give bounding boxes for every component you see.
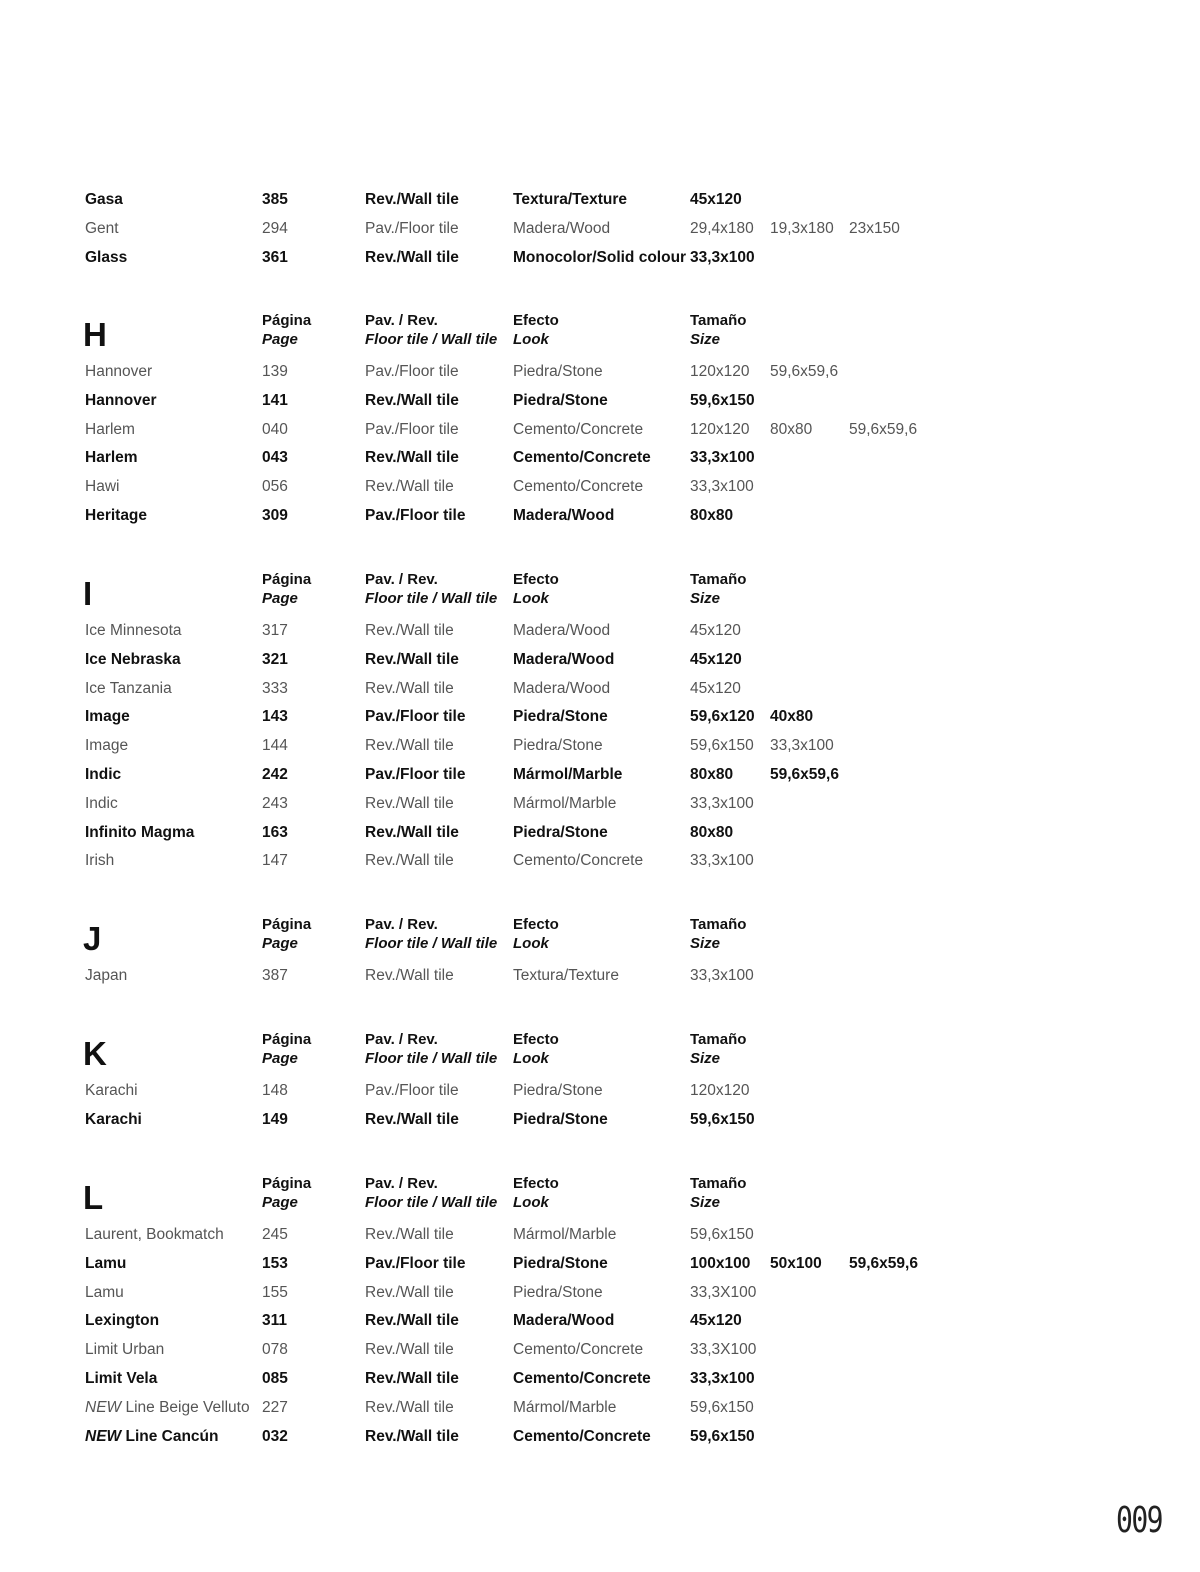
header-label-es: Efecto: [513, 916, 559, 933]
table-row: [0, 1249, 1200, 1278]
table-row: [0, 1393, 1200, 1422]
size-cell: 33,3x100: [690, 794, 754, 812]
table-row: [0, 702, 1200, 731]
column-header-size: [690, 570, 746, 608]
size-cell: 59,6x150: [690, 391, 755, 409]
size-cell: 59,6x150: [690, 1110, 755, 1128]
column-header-page: [262, 311, 311, 349]
table-row: [0, 472, 1200, 501]
header-label-en: Page: [262, 1050, 298, 1067]
tile-type-cell: Pav./Floor tile: [365, 708, 466, 726]
tile-type-cell: Pav./Floor tile: [365, 507, 466, 524]
product-name-text: Line Beige Velluto: [125, 1398, 250, 1416]
tile-type-cell: Rev./Wall tile: [365, 449, 459, 467]
header-label-es: Tamaño: [690, 1031, 747, 1048]
product-name-text: Lamu: [85, 1283, 124, 1301]
header-label-es: Efecto: [513, 571, 559, 588]
page-number-cell: 148: [262, 1082, 288, 1099]
header-label-es: Tamaño: [690, 571, 747, 588]
size-cell: 45x120: [690, 191, 742, 208]
product-name: [85, 243, 127, 272]
header-label-en: Floor tile / Wall tile: [365, 1050, 498, 1067]
table-row: [0, 1364, 1200, 1393]
product-name-text: Limit Vela: [85, 1370, 158, 1387]
tile-type-cell: Rev./Wall tile: [365, 650, 459, 668]
table-row: [0, 789, 1200, 818]
size-cell: 29,4x180: [690, 219, 754, 237]
product-name-text: Lamu: [85, 1254, 127, 1272]
product-name-text: Ice Nebraska: [85, 650, 181, 668]
product-name-text: Japan: [85, 967, 128, 984]
product-name: [85, 961, 127, 990]
header-label-en: Look: [513, 331, 549, 348]
look-cell: Piedra/Stone: [513, 823, 608, 841]
column-header-size: [690, 915, 746, 953]
header-label-es: Efecto: [513, 312, 559, 329]
page-number-cell: 043: [262, 449, 288, 467]
tile-type-cell: Pav./Floor tile: [365, 363, 459, 380]
header-label-en: Floor tile / Wall tile: [365, 935, 498, 952]
table-row: [0, 415, 1200, 444]
column-header-size: [690, 1174, 746, 1212]
table-row: [0, 616, 1200, 645]
table-row: [0, 731, 1200, 760]
table-row: [0, 818, 1200, 847]
column-header-look: [513, 570, 559, 608]
product-name: [85, 501, 147, 530]
page-number-cell: 361: [262, 248, 288, 266]
page-number-cell: 309: [262, 507, 288, 524]
look-cell: Cemento/Concrete: [513, 852, 644, 870]
look-cell: Piedra/Stone: [513, 1110, 608, 1128]
tile-type-cell: Rev./Wall tile: [365, 391, 459, 409]
look-cell: Piedra/Stone: [513, 708, 608, 726]
tile-type-cell: Rev./Wall tile: [365, 823, 459, 841]
product-name: [85, 645, 181, 674]
column-header-type: [365, 311, 497, 349]
table-row: [0, 214, 1200, 243]
size-cell: 33,3x100: [690, 852, 754, 870]
look-cell: Madera/Wood: [513, 219, 611, 237]
product-name: [85, 760, 121, 789]
size-cell: 120x120: [690, 1082, 750, 1099]
page-number: 009: [1115, 1500, 1162, 1541]
header-label-es: Pav. / Rev.: [365, 312, 438, 329]
tile-type-cell: Rev./Wall tile: [365, 1398, 454, 1416]
section-letter: K: [83, 1035, 107, 1072]
look-cell: Mármol/Marble: [513, 794, 617, 812]
look-cell: Cemento/Concrete: [513, 1370, 651, 1387]
tile-type-cell: Rev./Wall tile: [365, 622, 454, 639]
column-header-page: [262, 1030, 311, 1068]
table-row: [0, 1335, 1200, 1364]
tile-type-cell: Rev./Wall tile: [365, 852, 454, 870]
column-header-type: [365, 1174, 497, 1212]
page-number-cell: 227: [262, 1398, 288, 1416]
table-row: [0, 1105, 1200, 1134]
tile-type-cell: Rev./Wall tile: [365, 967, 454, 984]
header-label-en: Floor tile / Wall tile: [365, 590, 498, 607]
look-cell: Textura/Texture: [513, 967, 619, 984]
column-header-look: [513, 311, 559, 349]
product-name-text: Hannover: [85, 391, 157, 409]
tile-type-cell: Rev./Wall tile: [365, 794, 454, 812]
header-label-es: Página: [262, 1175, 312, 1192]
product-name-text: Heritage: [85, 507, 148, 524]
look-cell: Monocolor/Solid colour: [513, 248, 687, 266]
product-name: [85, 1364, 157, 1393]
look-cell: Cemento/Concrete: [513, 478, 644, 496]
table-row: [0, 243, 1200, 272]
look-cell: Madera/Wood: [513, 507, 615, 524]
size-cell: 59,6x120: [690, 708, 755, 726]
table-row: [0, 386, 1200, 415]
look-cell: Piedra/Stone: [513, 1254, 608, 1272]
look-cell: Mármol/Marble: [513, 766, 623, 783]
table-row: [0, 846, 1200, 875]
product-name-text: Ice Tanzania: [85, 679, 172, 697]
page-number-cell: 040: [262, 420, 288, 438]
header-label-en: Page: [262, 590, 298, 607]
table-row: [0, 1278, 1200, 1307]
product-name-text: Gasa: [85, 191, 123, 208]
page-number-cell: 317: [262, 622, 288, 639]
size-cell: 45x120: [690, 622, 741, 639]
page-number-cell: 321: [262, 650, 288, 668]
product-name: [85, 1076, 138, 1105]
size-cell: 59,6x150: [690, 737, 754, 755]
header-label-es: Página: [262, 312, 312, 329]
size-cell: 50x100: [770, 1254, 822, 1272]
header-label-en: Floor tile / Wall tile: [365, 1194, 498, 1211]
page-number-cell: 155: [262, 1283, 288, 1301]
product-name: [85, 789, 118, 818]
product-name-text: Glass: [85, 248, 128, 266]
section-letter: L: [83, 1179, 104, 1216]
page-number-cell: 141: [262, 391, 288, 409]
look-cell: Mármol/Marble: [513, 1226, 617, 1243]
table-row: [0, 961, 1200, 990]
size-cell: 33,3x100: [690, 478, 754, 496]
size-cell: 33,3x100: [690, 1370, 755, 1387]
look-cell: Mármol/Marble: [513, 1398, 617, 1416]
page-number-cell: 147: [262, 852, 288, 870]
header-label-es: Efecto: [513, 1175, 559, 1192]
look-cell: Madera/Wood: [513, 650, 615, 668]
product-name-text: Gent: [85, 219, 119, 237]
table-row: [0, 760, 1200, 789]
column-header-size: [690, 1030, 746, 1068]
table-row: [0, 674, 1200, 703]
product-name: [85, 1220, 224, 1249]
product-name-text: Laurent, Bookmatch: [85, 1226, 224, 1243]
size-cell: 59,6x59,6: [849, 1254, 918, 1272]
look-cell: Piedra/Stone: [513, 391, 608, 409]
product-name-text: Limit Urban: [85, 1341, 165, 1359]
tile-type-cell: Pav./Floor tile: [365, 219, 459, 237]
header-label-en: Look: [513, 1050, 549, 1067]
table-row: [0, 443, 1200, 472]
column-header-look: [513, 1174, 559, 1212]
look-cell: Cemento/Concrete: [513, 420, 644, 438]
tile-type-cell: Rev./Wall tile: [365, 1370, 459, 1387]
header-label-en: Page: [262, 1194, 298, 1211]
product-name: [85, 1393, 250, 1422]
product-name: [85, 1306, 159, 1335]
size-cell: 33,3x100: [770, 737, 834, 755]
size-cell: 33,3x100: [690, 248, 755, 266]
product-name-text: Karachi: [85, 1110, 142, 1128]
tile-type-cell: Rev./Wall tile: [365, 191, 459, 208]
table-row: [0, 501, 1200, 530]
product-name-text: Infinito Magma: [85, 823, 195, 841]
page-number-cell: 311: [262, 1312, 288, 1330]
size-cell: 33,3X100: [690, 1341, 757, 1359]
page-number-cell: 245: [262, 1226, 288, 1243]
header-label-es: Pav. / Rev.: [365, 916, 438, 933]
table-row: [0, 645, 1200, 674]
section-letter: H: [83, 316, 107, 353]
new-badge: NEW: [85, 1398, 122, 1416]
header-label-en: Floor tile / Wall tile: [365, 331, 498, 348]
header-label-es: Tamaño: [690, 1175, 747, 1192]
tile-type-cell: Pav./Floor tile: [365, 420, 459, 438]
product-name: [85, 818, 194, 847]
product-name: [85, 616, 182, 645]
header-label-en: Size: [690, 331, 721, 348]
product-name-text: Lexington: [85, 1312, 160, 1330]
size-cell: 100x100: [690, 1254, 751, 1272]
tile-type-cell: Rev./Wall tile: [365, 737, 454, 755]
header-label-es: Efecto: [513, 1031, 559, 1048]
column-header-page: [262, 1174, 311, 1212]
product-name-text: Indic: [85, 766, 122, 783]
product-name: [85, 1422, 219, 1451]
tile-type-cell: Pav./Floor tile: [365, 1254, 466, 1272]
page-number-cell: 085: [262, 1370, 288, 1387]
look-cell: Textura/Texture: [513, 191, 627, 208]
look-cell: Piedra/Stone: [513, 737, 603, 755]
product-name-text: Hawi: [85, 478, 120, 496]
column-header-page: [262, 915, 311, 953]
product-name: [85, 415, 135, 444]
product-name-text: Irish: [85, 852, 115, 870]
size-cell: 80x80: [690, 766, 734, 783]
size-cell: 59,6x59,6: [770, 363, 839, 380]
product-name-text: Indic: [85, 794, 118, 812]
product-name: [85, 702, 130, 731]
page-number-cell: 243: [262, 794, 288, 812]
size-cell: 33,3x100: [690, 967, 754, 984]
size-cell: 120x120: [690, 420, 750, 438]
size-cell: 80x80: [690, 507, 734, 524]
size-cell: 59,6x150: [690, 1398, 754, 1416]
product-name-text: Karachi: [85, 1082, 138, 1099]
table-row: [0, 185, 1200, 214]
column-header-type: [365, 1030, 497, 1068]
page-number-cell: 294: [262, 219, 288, 237]
header-label-es: Página: [262, 571, 312, 588]
header-label-es: Página: [262, 1031, 312, 1048]
column-header-look: [513, 1030, 559, 1068]
page-number-cell: 139: [262, 363, 288, 380]
size-cell: 80x80: [690, 823, 734, 841]
look-cell: Madera/Wood: [513, 1312, 615, 1330]
tile-type-cell: Rev./Wall tile: [365, 1226, 454, 1243]
header-label-en: Look: [513, 590, 549, 607]
product-name: [85, 731, 128, 760]
header-label-en: Size: [690, 590, 721, 607]
table-row: [0, 1422, 1200, 1451]
size-cell: 40x80: [770, 708, 814, 726]
tile-type-cell: Rev./Wall tile: [365, 1110, 459, 1128]
page-number-cell: 385: [262, 191, 288, 208]
size-cell: 120x120: [690, 363, 750, 380]
product-name: [85, 386, 157, 415]
size-cell: 33,3x100: [690, 449, 755, 467]
column-header-page: [262, 570, 311, 608]
look-cell: Madera/Wood: [513, 622, 611, 639]
size-cell: 23x150: [849, 219, 900, 237]
product-name: [85, 674, 172, 703]
size-cell: 59,6x59,6: [849, 420, 918, 438]
header-label-en: Page: [262, 331, 298, 348]
size-cell: 80x80: [770, 420, 813, 438]
size-cell: 45x120: [690, 679, 741, 697]
header-label-en: Look: [513, 935, 549, 952]
tile-type-cell: Rev./Wall tile: [365, 1341, 454, 1359]
header-label-es: Pav. / Rev.: [365, 571, 438, 588]
header-label-es: Pav. / Rev.: [365, 1031, 438, 1048]
header-label-en: Look: [513, 1194, 549, 1211]
look-cell: Piedra/Stone: [513, 363, 603, 380]
tile-type-cell: Rev./Wall tile: [365, 679, 454, 697]
tile-type-cell: Pav./Floor tile: [365, 766, 466, 783]
product-name: [85, 1278, 124, 1307]
table-row: [0, 357, 1200, 386]
column-header-type: [365, 915, 497, 953]
look-cell: Piedra/Stone: [513, 1082, 603, 1099]
page-number-cell: 153: [262, 1254, 288, 1272]
tile-type-cell: Rev./Wall tile: [365, 1312, 459, 1330]
page-number-cell: 149: [262, 1110, 288, 1128]
tile-type-cell: Rev./Wall tile: [365, 1283, 454, 1301]
size-cell: 33,3X100: [690, 1283, 757, 1301]
tile-type-cell: Rev./Wall tile: [365, 1427, 459, 1445]
new-badge: NEW: [85, 1427, 122, 1445]
page-number-cell: 242: [262, 766, 288, 783]
section-letter: J: [83, 920, 102, 957]
header-label-en: Size: [690, 935, 721, 952]
header-label-es: Tamaño: [690, 916, 747, 933]
product-name-text: Image: [85, 737, 129, 755]
product-name: [85, 1249, 126, 1278]
column-header-type: [365, 570, 497, 608]
look-cell: Cemento/Concrete: [513, 1427, 651, 1445]
product-name-text: Line Cancún: [125, 1427, 219, 1445]
product-name: [85, 357, 152, 386]
page-number-cell: 333: [262, 679, 288, 697]
page-number-cell: 163: [262, 823, 288, 841]
tile-type-cell: Pav./Floor tile: [365, 1082, 459, 1099]
column-header-look: [513, 915, 559, 953]
size-cell: 45x120: [690, 650, 742, 668]
size-cell: 59,6x59,6: [770, 766, 839, 783]
product-name: [85, 185, 123, 214]
table-row: [0, 1076, 1200, 1105]
product-name-text: Hannover: [85, 363, 153, 380]
table-row: [0, 1306, 1200, 1335]
page-number-cell: 143: [262, 708, 288, 726]
product-name-text: Harlem: [85, 449, 138, 467]
table-row: [0, 1220, 1200, 1249]
header-label-en: Page: [262, 935, 298, 952]
product-name: [85, 1335, 164, 1364]
product-name-text: Ice Minnesota: [85, 622, 182, 639]
look-cell: Cemento/Concrete: [513, 449, 651, 467]
header-label-es: Tamaño: [690, 312, 747, 329]
page-number-cell: 144: [262, 737, 288, 755]
page-number-cell: 032: [262, 1427, 288, 1445]
product-name: [85, 846, 114, 875]
look-cell: Piedra/Stone: [513, 1283, 603, 1301]
product-name: [85, 214, 119, 243]
header-label-es: Página: [262, 916, 312, 933]
look-cell: Madera/Wood: [513, 679, 611, 697]
tile-type-cell: Rev./Wall tile: [365, 248, 459, 266]
tile-type-cell: Rev./Wall tile: [365, 478, 454, 496]
product-name-text: Harlem: [85, 420, 135, 438]
product-name-text: Image: [85, 708, 130, 726]
look-cell: Cemento/Concrete: [513, 1341, 644, 1359]
page-number-cell: 387: [262, 967, 288, 984]
header-label-en: Size: [690, 1050, 721, 1067]
page-number-cell: 078: [262, 1341, 288, 1359]
size-cell: 59,6x150: [690, 1427, 755, 1445]
size-cell: 19,3x180: [770, 219, 834, 237]
section-letter: I: [83, 575, 93, 612]
column-header-size: [690, 311, 746, 349]
product-name: [85, 472, 119, 501]
page-number-cell: 056: [262, 478, 288, 496]
product-name: [85, 1105, 142, 1134]
size-cell: 45x120: [690, 1312, 742, 1330]
header-label-es: Pav. / Rev.: [365, 1175, 438, 1192]
header-label-en: Size: [690, 1194, 721, 1211]
size-cell: 59,6x150: [690, 1226, 754, 1243]
product-name: [85, 443, 138, 472]
